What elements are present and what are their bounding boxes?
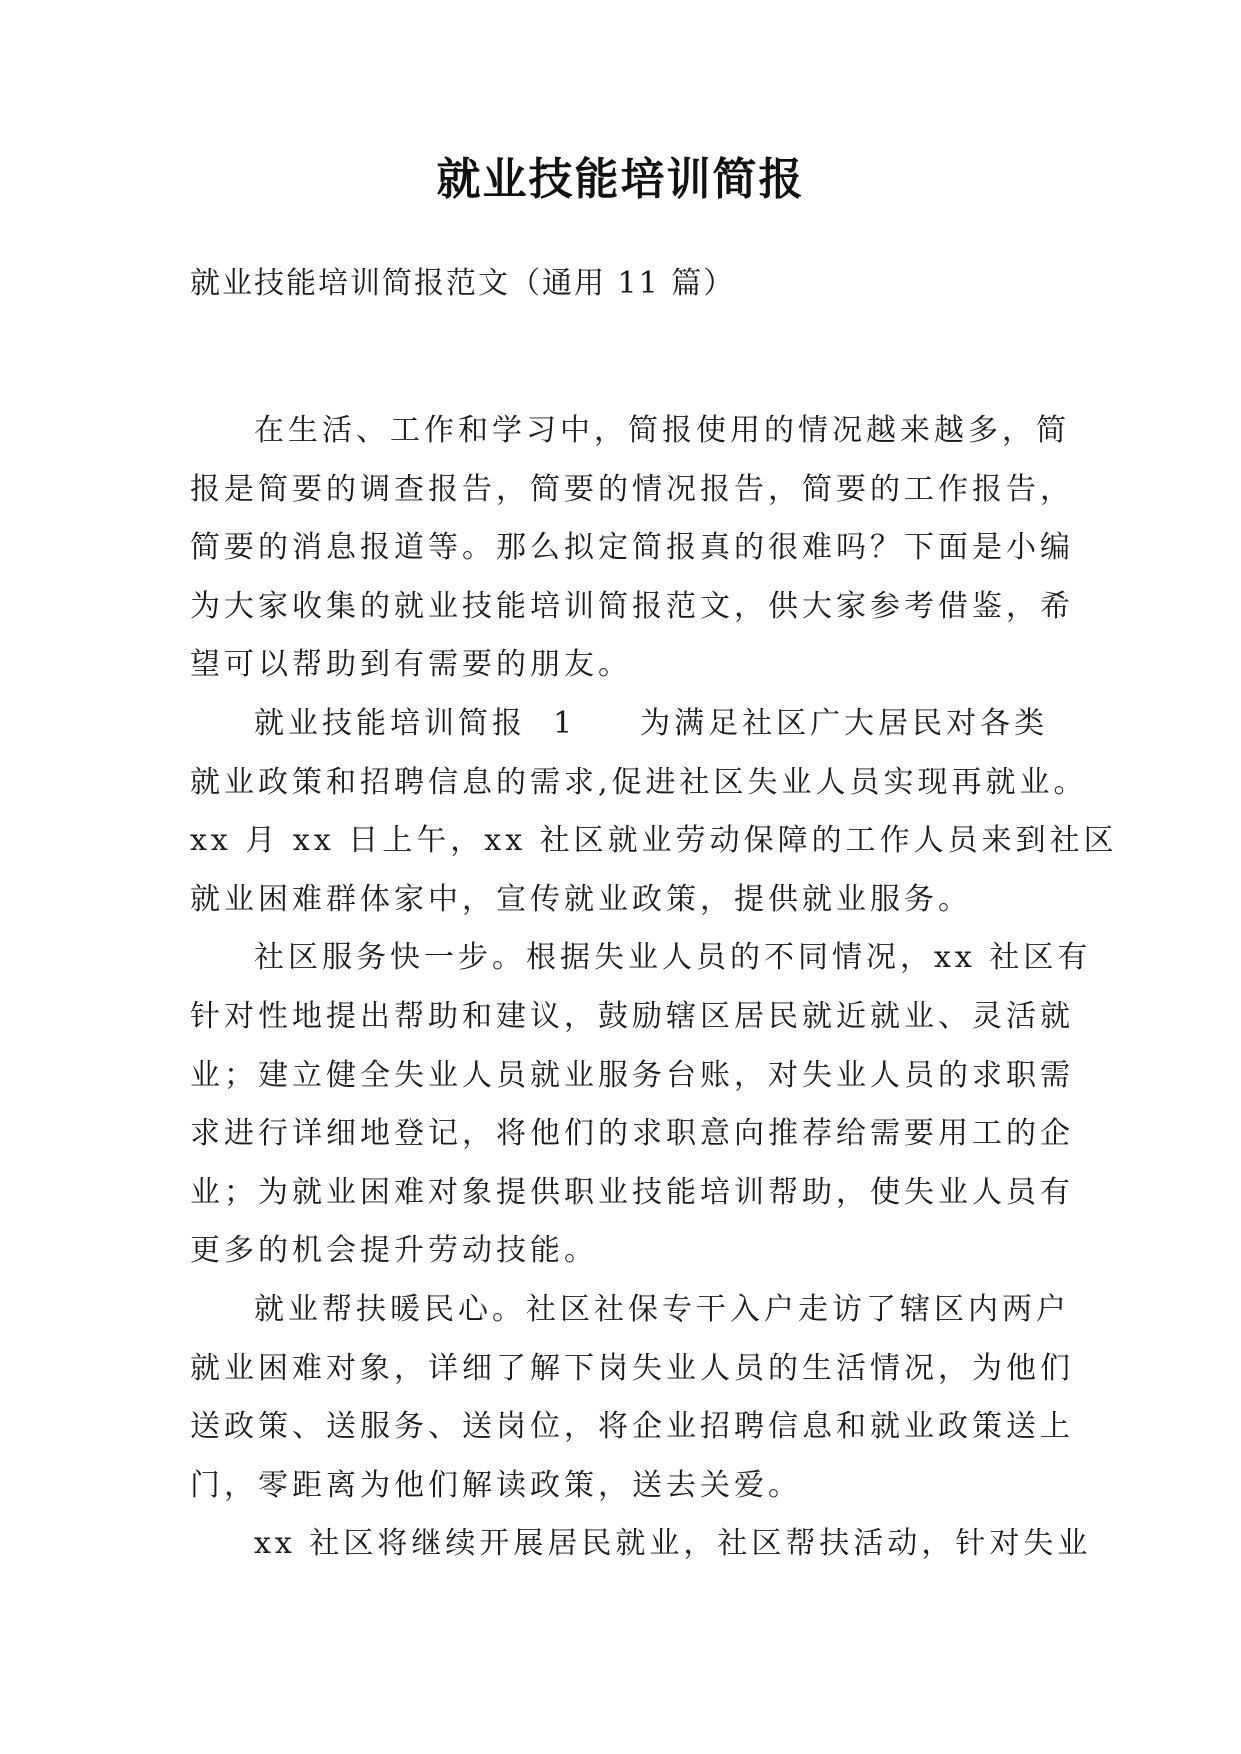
text-line: 就业困难群体家中，宣传就业政策，提供就业服务。 — [190, 881, 972, 917]
document-subtitle: 就业技能培训简报范文（通用 11 篇） — [190, 266, 736, 301]
text-line: 望可以帮助到有需要的朋友。 — [190, 647, 632, 683]
employment-assistance-paragraph — [190, 1281, 1074, 1515]
text-line: xx 社区将继续开展居民就业，社区帮扶活动，针对失业 — [254, 1526, 1092, 1562]
text-segment: 为满足社区广大居民对各类 — [640, 705, 1049, 741]
text-line: 为大家收集的就业技能培训简报范文，供大家参考借鉴，希 — [190, 588, 1074, 624]
text-line: 业；为就业困难对象提供职业技能培训帮助，使失业人员有 — [190, 1174, 1074, 1210]
text-line: 业；建立健全失业人员就业服务台账，对失业人员的求职需 — [190, 1057, 1074, 1093]
text-line: 送政策、送服务、送岗位，将企业招聘信息和就业政策送上 — [190, 1409, 1074, 1445]
text-line: 门，零距离为他们解读政策，送去关爱。 — [190, 1467, 802, 1503]
section-1-first-line — [190, 695, 1058, 754]
intro-paragraph — [190, 402, 1074, 695]
section-1-paragraph — [190, 695, 1118, 929]
document-title: 就业技能培训简报 — [436, 154, 805, 205]
text-line: 报是简要的调查报告，简要的情况报告，简要的工作报告， — [190, 471, 1074, 507]
section-1-heading: 就业技能培训简报 1 — [254, 705, 577, 741]
community-service-paragraph — [190, 929, 1092, 1281]
text-line: 在生活、工作和学习中，简报使用的情况越来越多，简 — [254, 413, 1070, 448]
text-line: 就业帮扶暖民心。社区社保专干入户走访了辖区内两户 — [254, 1291, 1070, 1327]
text-line: 更多的机会提升劳动技能。 — [190, 1233, 598, 1269]
text-line: 就业政策和招聘信息的需求,促进社区失业人员实现再就业。 — [190, 764, 1088, 800]
text-line: 求进行详细地登记，将他们的求职意向推荐给需要用工的企 — [190, 1116, 1074, 1152]
text-line: 就业困难对象，详细了解下岗失业人员的生活情况，为他们 — [190, 1350, 1074, 1386]
continuation-paragraph — [190, 1515, 1092, 1574]
text-line: 简要的消息报道等。那么拟定简报真的很难吗？下面是小编 — [190, 530, 1074, 566]
document-body — [190, 402, 1118, 1574]
text-line: 社区服务快一步。根据失业人员的不同情况，xx 社区有 — [254, 940, 1092, 976]
text-line: 针对性地提出帮助和建议，鼓励辖区居民就近就业、灵活就 — [190, 998, 1074, 1034]
text-line: xx 月 xx 日上午，xx 社区就业劳动保障的工作人员来到社区 — [190, 823, 1118, 859]
